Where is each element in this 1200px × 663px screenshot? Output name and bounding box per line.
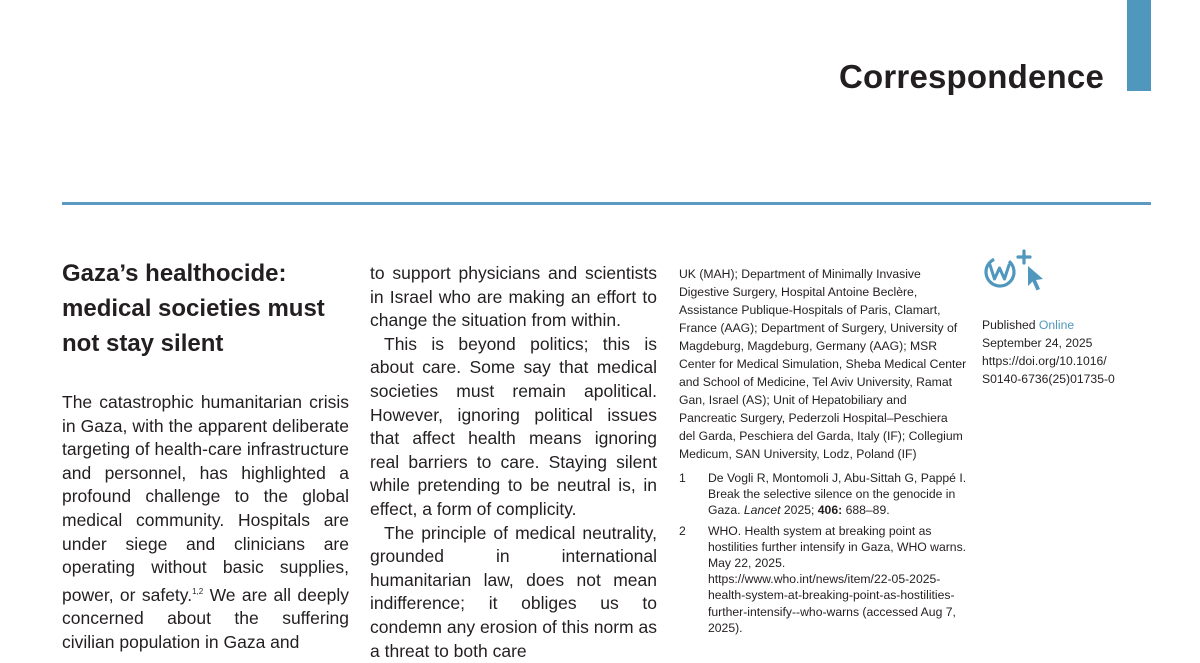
- publication-info: [982, 248, 1142, 388]
- paragraph: This is beyond politics; this is about care. Some say that medical societies must remain apolitical. However, ignoring political issues that affect health means ignoring real barriers to care. Staying silent while pretending to be neutral is, in effect, a form of complicity.: [370, 333, 657, 519]
- reference-list: [679, 470, 967, 636]
- reference-text: De Vogli R, Montomoli J, Abu-Sittah G, Pappé I. Break the selective silence on the genocide in Gaza. Lancet 2025; 406: 688–89.: [708, 471, 967, 518]
- column-3: [679, 265, 967, 640]
- col1-text: The catastrophic humanitarian crisis in Gaza, with the apparent deliberate targeting of health-care infrastructure and personnel, has highlighted a profound challenge to the global medical community. Hospitals are under siege and clinicians are operating without basic supplies, power, or safety.: [62, 392, 349, 605]
- reference-item: [679, 470, 967, 519]
- publication-date: September 24, 2025: [982, 336, 1093, 350]
- article-title: Gaza’s healthocide: medical societies must not stay silent: [62, 260, 325, 357]
- affiliations: UK (MAH); Department of Minimally Invasive Digestive Surgery, Hospital Antoine Beclère, Assistance Publique-Hospitals of Paris, Clamart, France (AAG); Department of Surgery, University of Magdeburg, Magdeburg, Germany (AAG); MSR Center for Medical Simulation, Sheba Medical Center and School of Medicine, Tel Aviv University, Ramat Gan, Israel (AS); Unit of Hepatobiliary and Pancreatic Surgery, Pederzoli Hospital–Peschiera del Garda, Peschiera del Garda, Italy (IF); Collegium Medicum, SAN University, Lodz, Poland (IF): [679, 267, 967, 461]
- article-body-col1: [62, 391, 349, 654]
- reference-text[interactable]: WHO. Health system at breaking point as hostilities further intensify in Gaza, WHO warns. May 22, 2025. https://www.who.int/news/item/22-05-2025-health-system-at-breaking-point-as-hostilities-further-intensify--who-warns (accessed Aug 7, 2025).: [708, 523, 967, 635]
- published-line: Published Online: [982, 318, 1075, 332]
- doi-line-2[interactable]: S0140-6736(25)01735-0: [982, 372, 1115, 386]
- journal-name: Lancet: [743, 503, 781, 518]
- column-2: [370, 262, 657, 663]
- w-plus-cursor-icon[interactable]: [982, 248, 1052, 292]
- column-1: [62, 256, 349, 654]
- reference-number: 2: [679, 523, 686, 538]
- paragraph: to support physicians and scientists in Israel who are making an effort to change the situation from within.: [370, 263, 657, 331]
- citation-marker[interactable]: 1,2: [192, 586, 204, 596]
- accent-bar: [1127, 0, 1151, 91]
- online-link[interactable]: Online: [1038, 318, 1075, 332]
- header-divider: [62, 202, 1151, 205]
- section-title: Correspondence: [838, 58, 1104, 95]
- volume: 406:: [817, 503, 843, 518]
- col1-tail: We are all deeply concerned about the suffering civilian population in Gaza and: [62, 584, 349, 652]
- doi-line-1[interactable]: https://doi.org/10.1016/: [982, 354, 1107, 368]
- reference-item: [679, 523, 967, 636]
- reference-number: 1: [679, 471, 686, 485]
- paragraph: The principle of medical neutrality, grounded in international humanitarian law, does not mean indifference; it obliges us to condemn any erosion of this norm as a threat to both care: [370, 522, 657, 661]
